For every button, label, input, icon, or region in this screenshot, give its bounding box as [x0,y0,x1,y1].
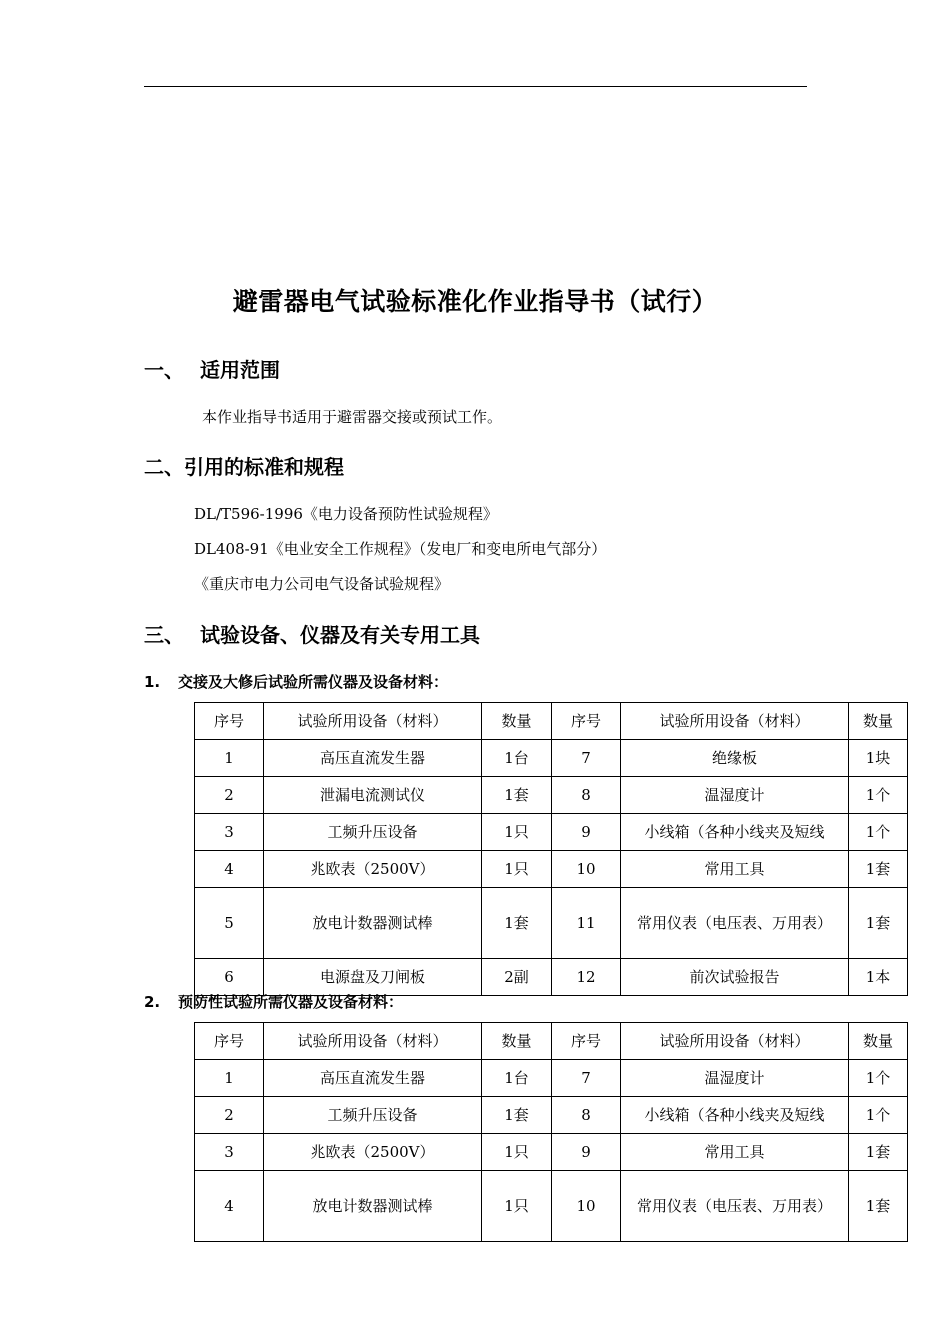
table-cell: 兆欧表（2500V） [264,851,482,888]
table-cell: 1个 [849,1060,908,1097]
table-cell: 1个 [849,777,908,814]
subsection-title: 交接及大修后试验所需仪器及设备材料： [178,673,449,691]
table-cell: 1本 [849,959,908,996]
table-cell: 8 [552,777,621,814]
table-cell: 1 [195,1060,264,1097]
table-cell: 10 [552,851,621,888]
header-cell: 序号 [552,703,621,740]
header-cell: 数量 [482,1023,552,1060]
table-cell: 12 [552,959,621,996]
table-row [195,777,908,814]
table-row [195,740,908,777]
header-cell: 数量 [482,703,552,740]
table-cell: 绝缘板 [621,740,849,777]
section-title: 引用的标准和规程 [184,455,344,479]
standard-item-2: DL408-91《电业安全工作规程》（发电厂和变电所电气部分） [194,540,607,558]
header-cell: 序号 [195,1023,264,1060]
table-cell: 放电计数器测试棒 [264,888,482,959]
table-cell: 9 [552,1134,621,1171]
table-cell: 工频升压设备 [264,814,482,851]
table-row [195,888,908,959]
table-cell: 放电计数器测试棒 [264,1171,482,1242]
table-cell: 1台 [482,740,552,777]
table-cell: 1个 [849,1097,908,1134]
table-row [195,959,908,996]
table-cell: 前次试验报告 [621,959,849,996]
table-cell: 7 [552,740,621,777]
table-cell: 温湿度计 [621,777,849,814]
table-cell: 1套 [849,851,908,888]
table-cell: 常用工具 [621,1134,849,1171]
section-heading-2 [144,451,344,480]
table-cell: 1台 [482,1060,552,1097]
table-cell: 高压直流发生器 [264,740,482,777]
table-cell: 3 [195,814,264,851]
table-cell: 高压直流发生器 [264,1060,482,1097]
document-title: 避雷器电气试验标准化作业指导书（试行） [232,287,718,316]
table-cell: 泄漏电流测试仪 [264,777,482,814]
table-cell: 小线箱（各种小线夹及短线 [621,814,849,851]
table-cell: 电源盘及刀闸板 [264,959,482,996]
table-header-row [195,703,908,740]
table-cell: 1套 [849,888,908,959]
section-title: 试验设备、仪器及有关专用工具 [200,623,480,647]
table-cell: 兆欧表（2500V） [264,1134,482,1171]
table-cell: 1只 [482,1134,552,1171]
table-row [195,1171,908,1242]
table-cell: 9 [552,814,621,851]
table-cell: 11 [552,888,621,959]
subsection-heading-1 [144,671,448,692]
header-cell: 试验所用设备（材料） [264,703,482,740]
table-cell: 工频升压设备 [264,1097,482,1134]
table-cell: 1块 [849,740,908,777]
table-header-row [195,1023,908,1060]
header-cell: 数量 [849,703,908,740]
table-cell: 1只 [482,1171,552,1242]
table-cell: 1只 [482,814,552,851]
table-row [195,1060,908,1097]
header-cell: 试验所用设备（材料） [621,1023,849,1060]
table-cell: 常用仪表（电压表、万用表） [621,888,849,959]
table-row [195,851,908,888]
standard-item-3: 《重庆市电力公司电气设备试验规程》 [194,575,450,593]
section-number: 一、 [144,358,184,382]
table-row [195,814,908,851]
table-cell: 1套 [482,1097,552,1134]
table-cell: 1只 [482,851,552,888]
section-number: 二、 [144,455,184,479]
equipment-table-2 [194,1022,908,1242]
header-rule [144,86,807,87]
table-cell: 3 [195,1134,264,1171]
table-cell: 6 [195,959,264,996]
table-row [195,1134,908,1171]
table-cell: 4 [195,1171,264,1242]
table-cell: 4 [195,851,264,888]
section-heading-3 [144,619,480,648]
equipment-table-1 [194,702,908,996]
subsection-heading-2 [144,991,403,1012]
header-cell: 序号 [195,703,264,740]
table-cell: 5 [195,888,264,959]
table-cell: 小线箱（各种小线夹及短线 [621,1097,849,1134]
table-cell: 1套 [482,888,552,959]
table-cell: 1套 [482,777,552,814]
table-cell: 2副 [482,959,552,996]
header-cell: 试验所用设备（材料） [264,1023,482,1060]
scope-paragraph: 本作业指导书适用于避雷器交接或预试工作。 [202,408,503,426]
table-cell: 温湿度计 [621,1060,849,1097]
table-cell: 8 [552,1097,621,1134]
table-cell: 2 [195,777,264,814]
table-cell: 2 [195,1097,264,1134]
table-row [195,1097,908,1134]
table-cell: 常用工具 [621,851,849,888]
table-cell: 10 [552,1171,621,1242]
table-cell: 1个 [849,814,908,851]
standard-item-1: DL/T596-1996《电力设备预防性试验规程》 [194,505,498,523]
table-cell: 1套 [849,1134,908,1171]
table-cell: 7 [552,1060,621,1097]
section-number: 三、 [144,623,184,647]
table-cell: 1 [195,740,264,777]
header-cell: 数量 [849,1023,908,1060]
subsection-title: 预防性试验所需仪器及设备材料： [178,993,404,1011]
subsection-number: 2. [144,993,161,1011]
section-heading-1 [144,354,280,383]
subsection-number: 1. [144,673,161,691]
header-cell: 试验所用设备（材料） [621,703,849,740]
table-cell: 常用仪表（电压表、万用表） [621,1171,849,1242]
header-cell: 序号 [552,1023,621,1060]
section-title: 适用范围 [200,358,280,382]
table-cell: 1套 [849,1171,908,1242]
